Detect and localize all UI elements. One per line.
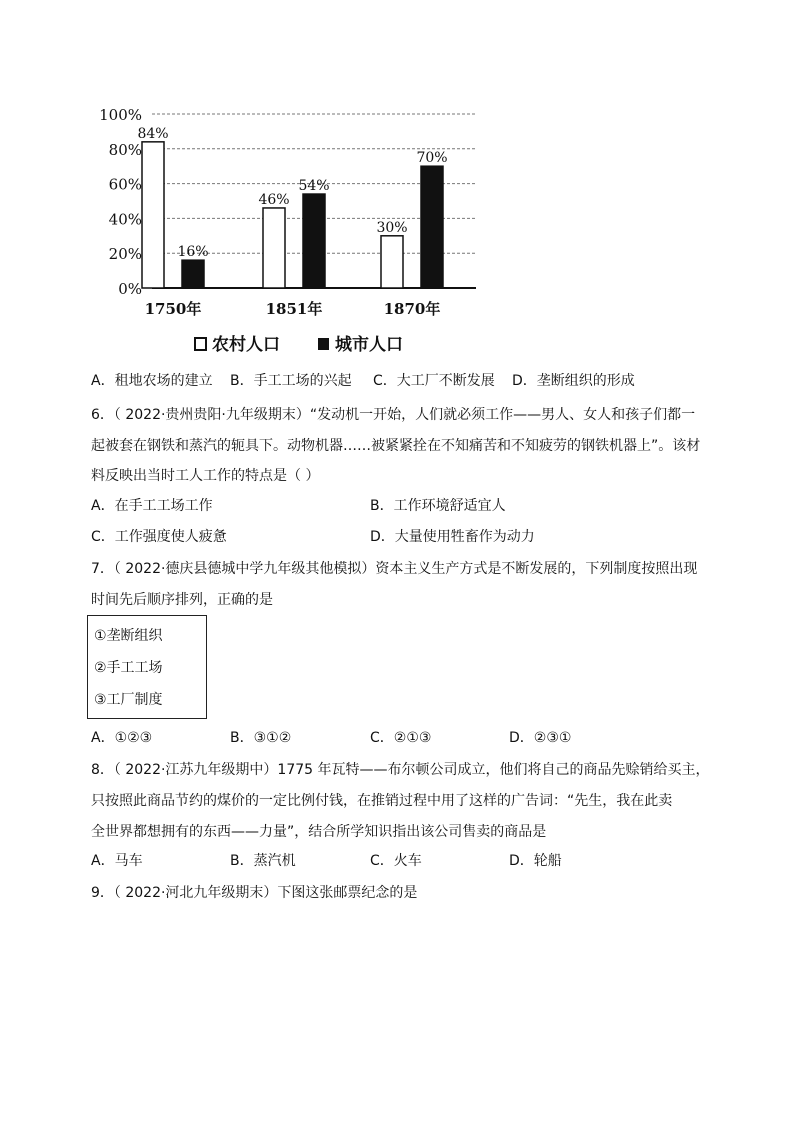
data-label-urban-1: 54% bbox=[298, 178, 330, 195]
q5-option-b[interactable]: B．手工工场的兴起 bbox=[230, 373, 352, 389]
data-label-rural-2: 30% bbox=[376, 219, 408, 236]
q7-option-d[interactable]: D．②③① bbox=[509, 730, 572, 746]
chart-x-tick-labels bbox=[145, 300, 441, 318]
q8-stem-line-1: 8．（ 2022·江苏九年级期中）1775 年瓦特——布尔顿公司成立，他们将自己的商品先赊销给买主， bbox=[91, 762, 710, 778]
q7-stem-line-2: 时间先后顺序排列，正确的是 bbox=[91, 592, 273, 608]
y-tick-label-1: 20% bbox=[108, 245, 142, 264]
q6-option-b[interactable]: B．工作环境舒适宜人 bbox=[370, 498, 506, 514]
q7-box-item-2: ②手工工场 bbox=[94, 660, 163, 676]
y-tick-label-0: 0% bbox=[118, 280, 142, 298]
q7-option-b[interactable]: B．③①② bbox=[230, 730, 292, 746]
chart-legend bbox=[195, 334, 403, 355]
q5-option-c[interactable]: C．大工厂不断发展 bbox=[373, 373, 495, 389]
q8-stem-line-2: 只按照此商品节约的煤价的一定比例付钱，在推销过程中用了这样的广告词：“先生，我在此卖 bbox=[91, 793, 673, 809]
chart-y-tick-labels bbox=[99, 106, 142, 298]
data-label-urban-2: 70% bbox=[416, 150, 448, 167]
q8-option-b[interactable]: B．蒸汽机 bbox=[230, 853, 296, 869]
bar-urban-2 bbox=[421, 166, 443, 288]
q5-option-a[interactable]: A．租地农场的建立 bbox=[91, 373, 213, 389]
q6-option-a[interactable]: A．在手工工场工作 bbox=[91, 498, 213, 514]
q7-option-c[interactable]: C．②①③ bbox=[370, 730, 432, 746]
q5-option-d[interactable]: D．垄断组织的形成 bbox=[512, 373, 635, 389]
bar-rural-2 bbox=[381, 236, 403, 288]
bar-rural-1 bbox=[263, 208, 285, 288]
data-label-urban-0: 16% bbox=[177, 244, 209, 261]
bar-urban-1 bbox=[303, 194, 325, 288]
q7-stem-line-1: 7．（ 2022·德庆县德城中学九年级其他模拟）资本主义生产方式是不断发展的，下列制度按照出现 bbox=[91, 561, 698, 577]
chart-svg bbox=[96, 100, 480, 362]
q8-stem-line-3: 全世界都想拥有的东西——力量”，结合所学知识指出该公司售卖的商品是 bbox=[91, 824, 547, 840]
chart-bars bbox=[142, 142, 443, 288]
q8-option-c[interactable]: C．火车 bbox=[370, 853, 422, 869]
population-bar-chart bbox=[96, 100, 480, 362]
data-label-rural-0: 84% bbox=[137, 125, 169, 142]
q7-item-box bbox=[87, 615, 207, 719]
q7-box-item-3: ③工厂制度 bbox=[94, 692, 163, 708]
q8-option-a[interactable]: A．马车 bbox=[91, 853, 143, 869]
x-tick-label-0: 1750年 bbox=[144, 300, 202, 318]
legend-swatch-urban bbox=[318, 338, 329, 350]
q6-option-c[interactable]: C．工作强度使人疲惫 bbox=[91, 529, 227, 545]
bar-rural-0 bbox=[142, 142, 164, 288]
y-tick-label-2: 40% bbox=[108, 210, 142, 229]
legend-swatch-rural bbox=[195, 338, 206, 350]
q6-stem-line-1: 6．（ 2022·贵州贵阳·九年级期末）“发动机一开始，人们就必须工作——男人、女人和孩子们都一 bbox=[91, 407, 696, 423]
q7-option-a[interactable]: A．①②③ bbox=[91, 730, 153, 746]
q6-stem-line-3: 料反映出当时工人工作的特点是（ ） bbox=[91, 468, 320, 484]
q8-option-d[interactable]: D．轮船 bbox=[509, 853, 562, 869]
data-label-rural-1: 46% bbox=[258, 191, 290, 208]
bar-urban-0 bbox=[182, 260, 204, 288]
y-tick-label-3: 60% bbox=[108, 175, 142, 194]
x-tick-label-2: 1870年 bbox=[383, 300, 441, 318]
q7-box-item-1: ①垄断组织 bbox=[94, 628, 163, 644]
x-tick-label-1: 1851年 bbox=[265, 300, 323, 318]
y-tick-label-4: 80% bbox=[108, 140, 142, 159]
q6-stem-line-2: 起被套在钢铁和蒸汽的轭具下。动物机器……被紧紧拴在不知痛苦和不知疲劳的钢铁机器上”。该材 bbox=[91, 438, 701, 454]
legend-label-urban: 城市人口 bbox=[335, 335, 403, 355]
q6-option-d[interactable]: D．大量使用牲畜作为动力 bbox=[370, 529, 535, 545]
legend-label-rural: 农村人口 bbox=[212, 335, 280, 355]
q9-stem-line-1: 9．（ 2022·河北九年级期末）下图这张邮票纪念的是 bbox=[91, 885, 418, 901]
y-tick-label-5: 100% bbox=[99, 106, 142, 124]
